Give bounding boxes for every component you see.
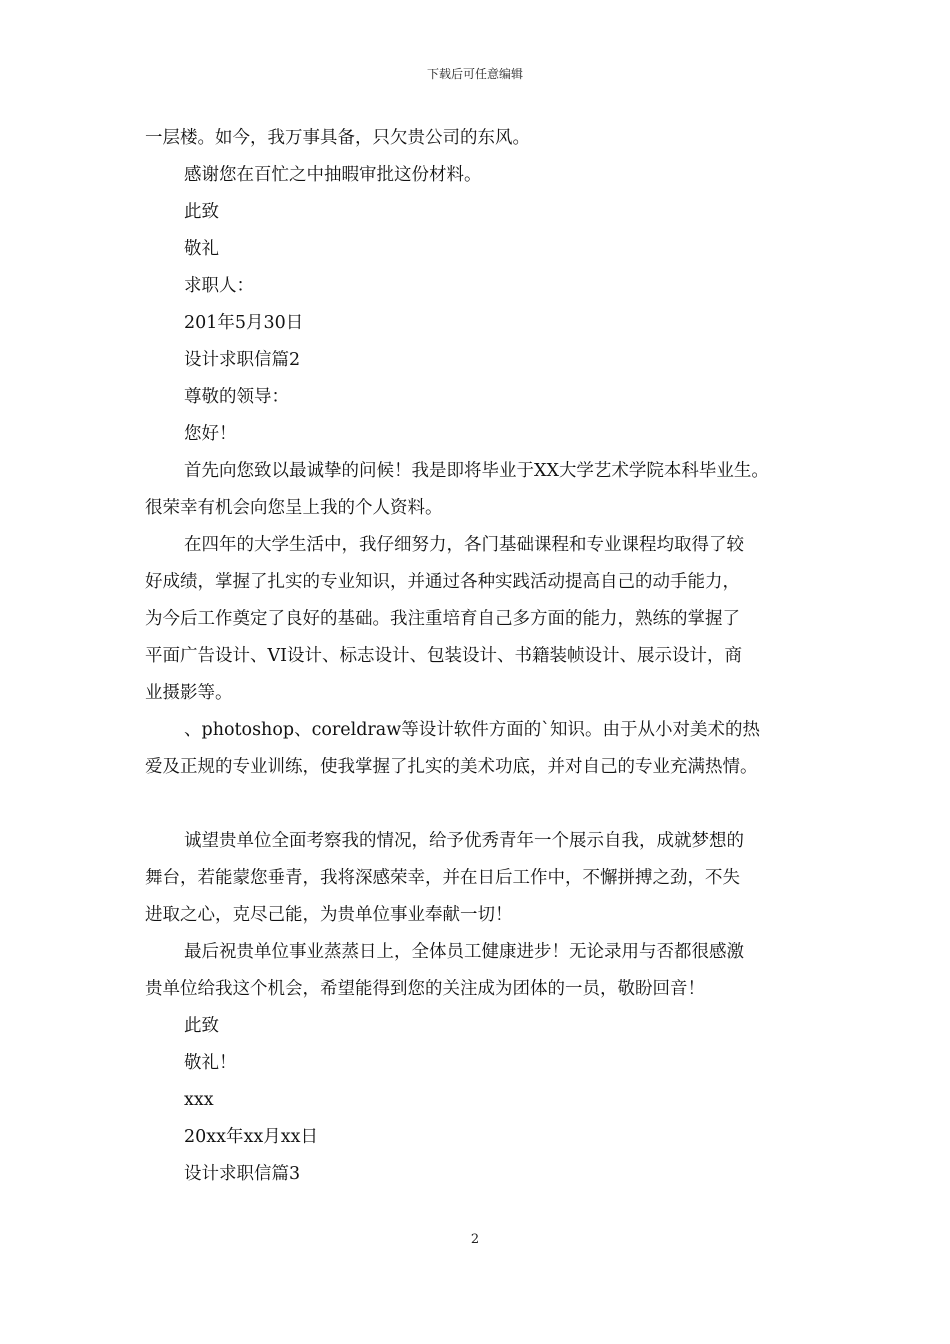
text-line: 为今后工作奠定了良好的基础。我注重培育自己多方面的能力，熟练的掌握了 [145, 609, 740, 629]
text-line: 爱及正规的专业训练，使我掌握了扎实的美术功底，并对自己的专业充满热情。 [145, 757, 758, 777]
text-line: 首先向您致以最诚挚的问候！我是即将毕业于XX大学艺术学院本科毕业生。 [184, 461, 769, 481]
section-title: 设计求职信篇2 [184, 350, 301, 370]
page-header: 下载后可任意编辑 [426, 67, 523, 81]
text-line: 一层楼。如今，我万事具备，只欠贵公司的东风。 [145, 128, 530, 148]
text-line: 、photoshop、coreldraw等设计软件方面的`知识。由于从小对美术的热 [184, 720, 760, 740]
text-line: 尊敬的领导： [184, 387, 289, 407]
document-body [145, 120, 815, 1193]
text-line: 平面广告设计、VI设计、标志设计、包装设计、书籍装帧设计、展示设计，商 [145, 646, 743, 666]
text-line: 敬礼！ [184, 1053, 237, 1073]
text-line: 此致 [184, 1016, 219, 1036]
text-line: 您好！ [184, 424, 237, 444]
text-line: 贵单位给我这个机会，希望能得到您的关注成为团体的一员，敬盼回音！ [145, 979, 705, 999]
text-line: 敬礼 [184, 239, 219, 259]
text-line: 求职人： [184, 276, 254, 296]
text-line: 最后祝贵单位事业蒸蒸日上，全体员工健康进步！无论录用与否都很感激 [184, 942, 744, 962]
text-line: 业摄影等。 [145, 683, 233, 703]
section-title: 设计求职信篇3 [184, 1164, 301, 1184]
text-line: 20xx年xx月xx日 [184, 1127, 318, 1147]
text-line: 诚望贵单位全面考察我的情况，给予优秀青年一个展示自我，成就梦想的 [184, 831, 744, 851]
text-line: xxx [184, 1090, 214, 1110]
text-line: 201年5月30日 [184, 313, 304, 333]
paragraph-gap [145, 786, 815, 823]
text-line: 舞台，若能蒙您垂青，我将深感荣幸，并在日后工作中，不懈拼搏之劲，不失 [145, 868, 740, 888]
page-number: 2 [470, 1232, 480, 1247]
text-line: 进取之心，克尽己能，为贵单位事业奉献一切！ [145, 905, 513, 925]
text-line: 在四年的大学生活中，我仔细努力，各门基础课程和专业课程均取得了较 [184, 535, 744, 555]
text-line: 感谢您在百忙之中抽暇审批这份材料。 [184, 165, 482, 185]
text-line: 好成绩，掌握了扎实的专业知识，并通过各种实践活动提高自己的动手能力， [145, 572, 740, 592]
text-line: 很荣幸有机会向您呈上我的个人资料。 [145, 498, 443, 518]
text-line: 此致 [184, 202, 219, 222]
